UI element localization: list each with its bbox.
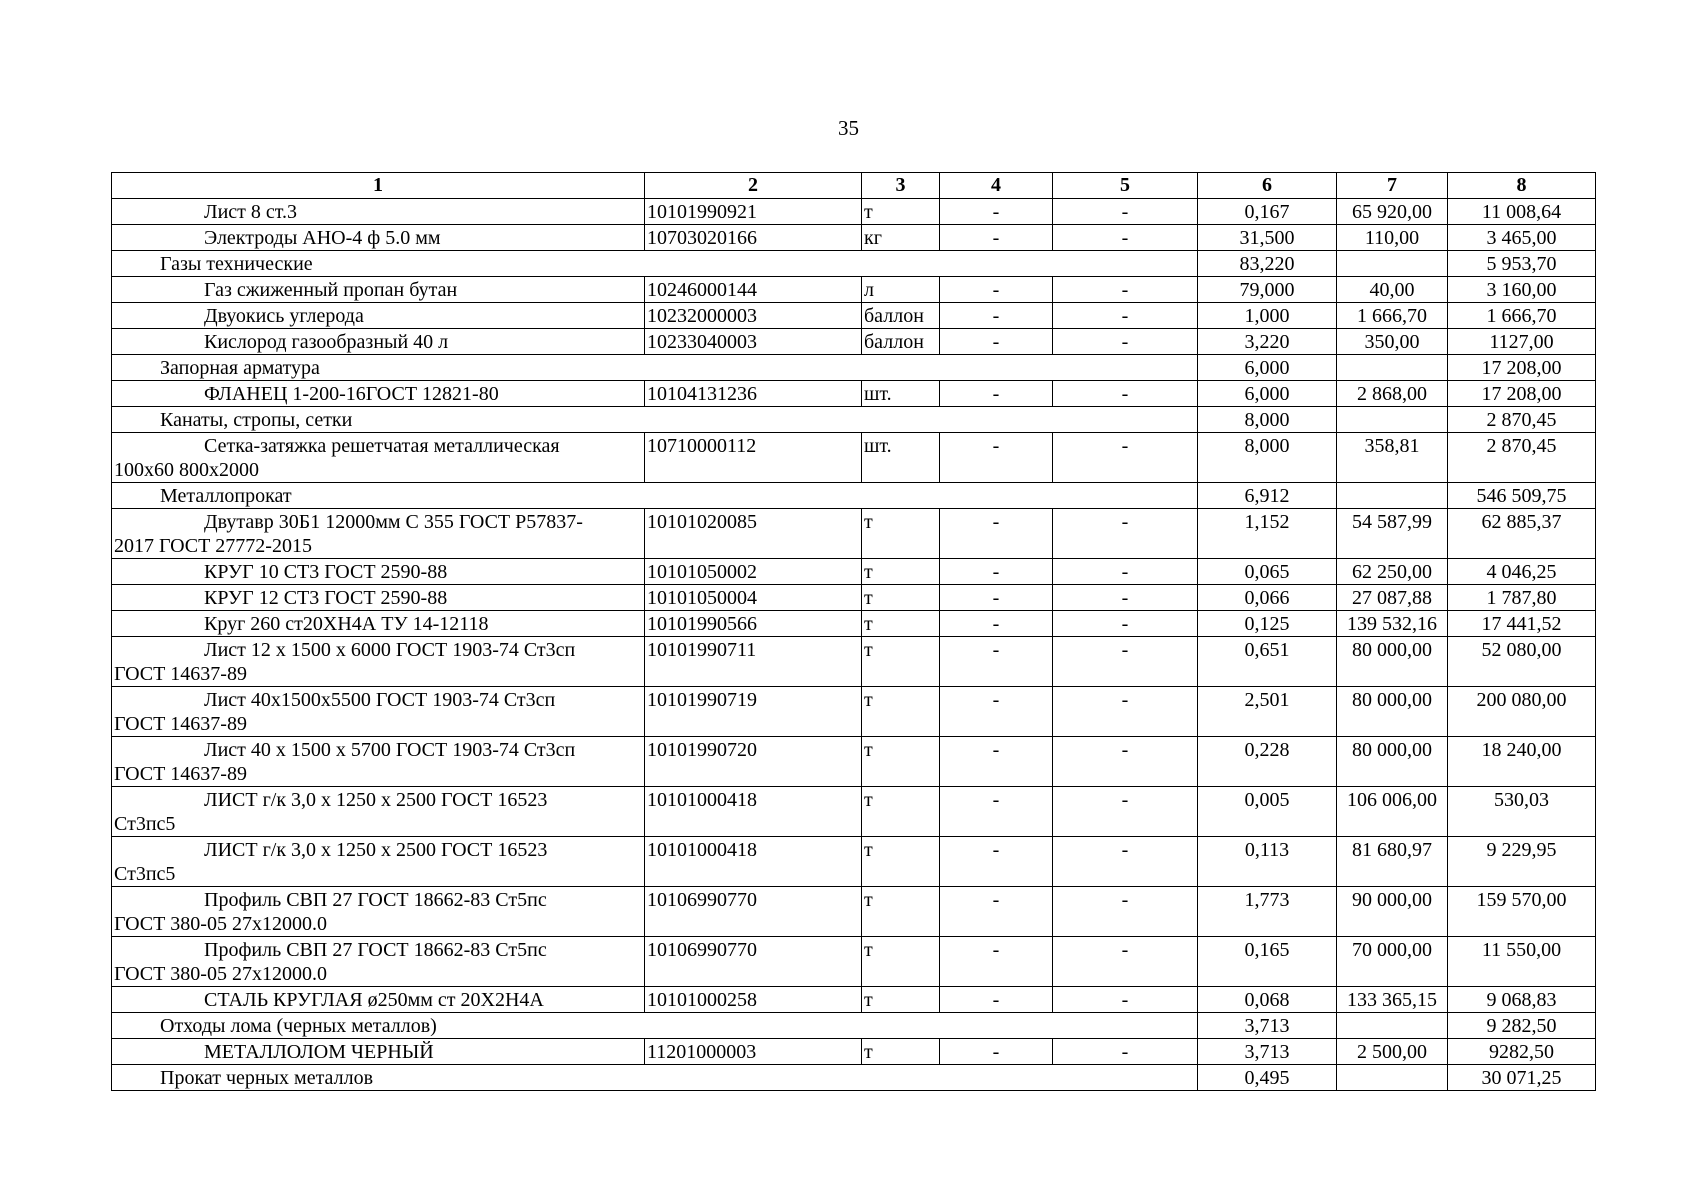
unit-cell: т <box>862 787 940 837</box>
item-name: Лист 8 ст.3 <box>204 201 297 223</box>
table-row <box>112 737 1596 787</box>
col4-cell: - <box>940 585 1053 611</box>
col5-cell: - <box>1053 433 1198 483</box>
unit-cell: баллон <box>862 303 940 329</box>
item-name-continuation: 2017 ГОСТ 27772-2015 <box>114 535 312 557</box>
col5-cell: - <box>1053 987 1198 1013</box>
total-cell: 1 666,70 <box>1448 303 1596 329</box>
col4-cell: - <box>940 433 1053 483</box>
code-cell: 10101050002 <box>645 559 862 585</box>
qty-cell: 8,000 <box>1198 407 1337 433</box>
item-name: Кислород газообразный 40 л <box>204 331 449 353</box>
qty-cell: 3,220 <box>1198 329 1337 355</box>
price-cell <box>1337 483 1448 509</box>
qty-cell: 79,000 <box>1198 277 1337 303</box>
category-row <box>112 355 1596 381</box>
code-cell: 10101000418 <box>645 837 862 887</box>
col4-cell: - <box>940 381 1053 407</box>
item-name: ЛИСТ г/к 3,0 х 1250 х 2500 ГОСТ 16523 <box>204 839 548 861</box>
item-name: Профиль СВП 27 ГОСТ 18662-83 Ст5пс <box>204 889 547 911</box>
qty-cell: 3,713 <box>1198 1039 1337 1065</box>
item-name: КРУГ 12 СТ3 ГОСТ 2590-88 <box>204 587 448 609</box>
item-name: Газ сжиженный пропан бутан <box>204 279 458 301</box>
unit-cell: т <box>862 585 940 611</box>
price-cell: 350,00 <box>1337 329 1448 355</box>
table-row <box>112 887 1596 937</box>
header-cell: 1 <box>112 173 645 199</box>
price-cell: 80 000,00 <box>1337 637 1448 687</box>
total-cell: 3 160,00 <box>1448 277 1596 303</box>
category-name: Запорная арматура <box>160 357 320 379</box>
table-row <box>112 277 1596 303</box>
code-cell: 10101020085 <box>645 509 862 559</box>
table-row <box>112 381 1596 407</box>
item-name-cell <box>112 433 645 483</box>
category-name-cell <box>112 355 1198 381</box>
price-cell <box>1337 355 1448 381</box>
unit-cell: т <box>862 1039 940 1065</box>
item-name: КРУГ 10 СТ3 ГОСТ 2590-88 <box>204 561 448 583</box>
header-cell: 7 <box>1337 173 1448 199</box>
item-name-cell <box>112 637 645 687</box>
price-cell: 65 920,00 <box>1337 199 1448 225</box>
code-cell: 10101990711 <box>645 637 862 687</box>
price-cell: 27 087,88 <box>1337 585 1448 611</box>
unit-cell: т <box>862 611 940 637</box>
total-cell: 11 008,64 <box>1448 199 1596 225</box>
col5-cell: - <box>1053 225 1198 251</box>
item-name: СТАЛЬ КРУГЛАЯ ø250мм ст 20Х2Н4А <box>204 989 544 1011</box>
code-cell: 10710000112 <box>645 433 862 483</box>
col5-cell: - <box>1053 1039 1198 1065</box>
code-cell: 11201000003 <box>645 1039 862 1065</box>
col4-cell: - <box>940 737 1053 787</box>
category-name-cell <box>112 1013 1198 1039</box>
price-cell: 54 587,99 <box>1337 509 1448 559</box>
col5-cell: - <box>1053 559 1198 585</box>
qty-cell: 6,000 <box>1198 381 1337 407</box>
item-name: Сетка-затяжка решетчатая металлическая <box>204 435 560 457</box>
total-cell: 159 570,00 <box>1448 887 1596 937</box>
item-name: Двуокись углерода <box>204 305 364 327</box>
unit-cell: т <box>862 737 940 787</box>
item-name-cell <box>112 559 645 585</box>
table-row <box>112 987 1596 1013</box>
item-name-cell <box>112 737 645 787</box>
header-row <box>112 173 1596 199</box>
total-cell: 200 080,00 <box>1448 687 1596 737</box>
total-cell: 17 441,52 <box>1448 611 1596 637</box>
total-cell: 4 046,25 <box>1448 559 1596 585</box>
header-cell: 5 <box>1053 173 1198 199</box>
total-cell: 2 870,45 <box>1448 433 1596 483</box>
unit-cell: т <box>862 937 940 987</box>
category-name-cell <box>112 251 1198 277</box>
code-cell: 10106990770 <box>645 887 862 937</box>
unit-cell: шт. <box>862 381 940 407</box>
code-cell: 10101990566 <box>645 611 862 637</box>
col4-cell: - <box>940 787 1053 837</box>
header-cell: 8 <box>1448 173 1596 199</box>
code-cell: 10703020166 <box>645 225 862 251</box>
qty-cell: 0,066 <box>1198 585 1337 611</box>
qty-cell: 0,165 <box>1198 937 1337 987</box>
qty-cell: 3,713 <box>1198 1013 1337 1039</box>
code-cell: 10106990770 <box>645 937 862 987</box>
item-name: ЛИСТ г/к 3,0 х 1250 х 2500 ГОСТ 16523 <box>204 789 548 811</box>
category-row <box>112 251 1596 277</box>
code-cell: 10104131236 <box>645 381 862 407</box>
category-name: Прокат черных металлов <box>160 1067 374 1089</box>
total-cell: 530,03 <box>1448 787 1596 837</box>
item-name-continuation: Ст3пс5 <box>114 813 176 835</box>
col4-cell: - <box>940 611 1053 637</box>
code-cell: 10233040003 <box>645 329 862 355</box>
table-row <box>112 637 1596 687</box>
item-name: Профиль СВП 27 ГОСТ 18662-83 Ст5пс <box>204 939 547 961</box>
col4-cell: - <box>940 987 1053 1013</box>
col5-cell: - <box>1053 887 1198 937</box>
col5-cell: - <box>1053 737 1198 787</box>
unit-cell: баллон <box>862 329 940 355</box>
page-number: 35 <box>838 116 859 140</box>
col4-cell: - <box>940 837 1053 887</box>
col5-cell: - <box>1053 611 1198 637</box>
item-name-continuation: ГОСТ 14637-89 <box>114 763 247 785</box>
item-name-cell <box>112 509 645 559</box>
col4-cell: - <box>940 329 1053 355</box>
total-cell: 9 229,95 <box>1448 837 1596 887</box>
item-name-continuation: Ст3пс5 <box>114 863 176 885</box>
qty-cell: 0,005 <box>1198 787 1337 837</box>
item-name: ФЛАНЕЦ 1-200-16ГОСТ 12821-80 <box>204 383 499 405</box>
col4-cell: - <box>940 199 1053 225</box>
total-cell: 3 465,00 <box>1448 225 1596 251</box>
qty-cell: 8,000 <box>1198 433 1337 483</box>
item-name-continuation: ГОСТ 380-05 27х12000.0 <box>114 963 327 985</box>
table-row <box>112 837 1596 887</box>
code-cell: 10101050004 <box>645 585 862 611</box>
table-row <box>112 611 1596 637</box>
unit-cell: кг <box>862 225 940 251</box>
price-cell: 62 250,00 <box>1337 559 1448 585</box>
unit-cell: т <box>862 837 940 887</box>
price-cell <box>1337 1065 1448 1091</box>
unit-cell: т <box>862 509 940 559</box>
col5-cell: - <box>1053 937 1198 987</box>
item-name-continuation: 100х60 800х2000 <box>114 459 259 481</box>
total-cell: 17 208,00 <box>1448 355 1596 381</box>
price-cell: 110,00 <box>1337 225 1448 251</box>
qty-cell: 1,152 <box>1198 509 1337 559</box>
col5-cell: - <box>1053 329 1198 355</box>
item-name-cell <box>112 329 645 355</box>
total-cell: 9 282,50 <box>1448 1013 1596 1039</box>
total-cell: 18 240,00 <box>1448 737 1596 787</box>
col5-cell: - <box>1053 585 1198 611</box>
qty-cell: 0,167 <box>1198 199 1337 225</box>
qty-cell: 0,125 <box>1198 611 1337 637</box>
price-cell <box>1337 1013 1448 1039</box>
unit-cell: т <box>862 637 940 687</box>
item-name-cell <box>112 937 645 987</box>
col4-cell: - <box>940 687 1053 737</box>
price-cell: 133 365,15 <box>1337 987 1448 1013</box>
unit-cell: т <box>862 559 940 585</box>
col5-cell: - <box>1053 637 1198 687</box>
item-name-cell <box>112 687 645 737</box>
item-name-cell <box>112 611 645 637</box>
table-row <box>112 1039 1596 1065</box>
item-name-cell <box>112 1039 645 1065</box>
qty-cell: 1,773 <box>1198 887 1337 937</box>
price-cell: 358,81 <box>1337 433 1448 483</box>
item-name-cell <box>112 987 645 1013</box>
price-cell: 40,00 <box>1337 277 1448 303</box>
total-cell: 62 885,37 <box>1448 509 1596 559</box>
header-cell: 6 <box>1198 173 1337 199</box>
category-name: Отходы лома (черных металлов) <box>160 1015 437 1037</box>
table-row <box>112 225 1596 251</box>
item-name: Лист 40 х 1500 х 5700 ГОСТ 1903-74 Ст3сп <box>204 739 576 761</box>
col5-cell: - <box>1053 837 1198 887</box>
item-name-cell <box>112 303 645 329</box>
item-name: Электроды АНО-4 ф 5.0 мм <box>204 227 441 249</box>
table-row <box>112 509 1596 559</box>
qty-cell: 0,065 <box>1198 559 1337 585</box>
col4-cell: - <box>940 637 1053 687</box>
col4-cell: - <box>940 937 1053 987</box>
col5-cell: - <box>1053 199 1198 225</box>
category-name-cell <box>112 407 1198 433</box>
item-name-cell <box>112 225 645 251</box>
item-name-continuation: ГОСТ 380-05 27х12000.0 <box>114 913 327 935</box>
item-name-cell <box>112 199 645 225</box>
col4-cell: - <box>940 303 1053 329</box>
category-row <box>112 407 1596 433</box>
col4-cell: - <box>940 509 1053 559</box>
price-cell: 90 000,00 <box>1337 887 1448 937</box>
table-row <box>112 199 1596 225</box>
unit-cell: т <box>862 887 940 937</box>
item-name: Лист 40х1500х5500 ГОСТ 1903-74 Ст3сп <box>204 689 556 711</box>
table-row <box>112 433 1596 483</box>
materials-table <box>111 172 1596 1091</box>
total-cell: 9 068,83 <box>1448 987 1596 1013</box>
total-cell: 9282,50 <box>1448 1039 1596 1065</box>
qty-cell: 31,500 <box>1198 225 1337 251</box>
qty-cell: 0,495 <box>1198 1065 1337 1091</box>
category-row <box>112 1065 1596 1091</box>
price-cell: 2 868,00 <box>1337 381 1448 407</box>
qty-cell: 0,113 <box>1198 837 1337 887</box>
code-cell: 10101990720 <box>645 737 862 787</box>
price-cell: 80 000,00 <box>1337 687 1448 737</box>
table-row <box>112 559 1596 585</box>
col5-cell: - <box>1053 509 1198 559</box>
qty-cell: 0,068 <box>1198 987 1337 1013</box>
category-name: Газы технические <box>160 253 313 275</box>
total-cell: 52 080,00 <box>1448 637 1596 687</box>
total-cell: 11 550,00 <box>1448 937 1596 987</box>
item-name: МЕТАЛЛОЛОМ ЧЕРНЫЙ <box>204 1041 434 1063</box>
item-name-cell <box>112 381 645 407</box>
item-name-cell <box>112 585 645 611</box>
price-cell: 139 532,16 <box>1337 611 1448 637</box>
col5-cell: - <box>1053 303 1198 329</box>
col4-cell: - <box>940 277 1053 303</box>
header-cell: 2 <box>645 173 862 199</box>
item-name: Круг 260 ст20ХН4А ТУ 14-12118 <box>204 613 489 635</box>
category-row <box>112 1013 1596 1039</box>
item-name: Двутавр 30Б1 12000мм С 355 ГОСТ Р57837- <box>204 511 583 533</box>
price-cell: 80 000,00 <box>1337 737 1448 787</box>
price-cell: 81 680,97 <box>1337 837 1448 887</box>
qty-cell: 6,000 <box>1198 355 1337 381</box>
code-cell: 10246000144 <box>645 277 862 303</box>
total-cell: 5 953,70 <box>1448 251 1596 277</box>
code-cell: 10101990921 <box>645 199 862 225</box>
unit-cell: т <box>862 199 940 225</box>
table-row <box>112 787 1596 837</box>
item-name-continuation: ГОСТ 14637-89 <box>114 713 247 735</box>
qty-cell: 0,228 <box>1198 737 1337 787</box>
total-cell: 546 509,75 <box>1448 483 1596 509</box>
total-cell: 17 208,00 <box>1448 381 1596 407</box>
unit-cell: т <box>862 687 940 737</box>
table-body <box>112 199 1596 1091</box>
code-cell: 10101990719 <box>645 687 862 737</box>
header-cell: 4 <box>940 173 1053 199</box>
col4-cell: - <box>940 225 1053 251</box>
qty-cell: 6,912 <box>1198 483 1337 509</box>
category-name: Металлопрокат <box>160 485 292 507</box>
col5-cell: - <box>1053 381 1198 407</box>
item-name: Лист 12 х 1500 х 6000 ГОСТ 1903-74 Ст3сп <box>204 639 576 661</box>
category-row <box>112 483 1596 509</box>
col4-cell: - <box>940 887 1053 937</box>
table-row <box>112 687 1596 737</box>
price-cell <box>1337 251 1448 277</box>
qty-cell: 83,220 <box>1198 251 1337 277</box>
item-name-cell <box>112 787 645 837</box>
price-cell: 70 000,00 <box>1337 937 1448 987</box>
item-name-cell <box>112 887 645 937</box>
col5-cell: - <box>1053 787 1198 837</box>
item-name-continuation: ГОСТ 14637-89 <box>114 663 247 685</box>
code-cell: 10232000003 <box>645 303 862 329</box>
qty-cell: 1,000 <box>1198 303 1337 329</box>
col4-cell: - <box>940 1039 1053 1065</box>
col4-cell: - <box>940 559 1053 585</box>
category-name-cell <box>112 1065 1198 1091</box>
table-row <box>112 937 1596 987</box>
total-cell: 2 870,45 <box>1448 407 1596 433</box>
col5-cell: - <box>1053 277 1198 303</box>
unit-cell: л <box>862 277 940 303</box>
qty-cell: 2,501 <box>1198 687 1337 737</box>
price-cell: 1 666,70 <box>1337 303 1448 329</box>
price-cell <box>1337 407 1448 433</box>
unit-cell: шт. <box>862 433 940 483</box>
table-row <box>112 585 1596 611</box>
unit-cell: т <box>862 987 940 1013</box>
item-name-cell <box>112 837 645 887</box>
item-name-cell <box>112 277 645 303</box>
price-cell: 2 500,00 <box>1337 1039 1448 1065</box>
category-name: Канаты, стропы, сетки <box>160 409 353 431</box>
qty-cell: 0,651 <box>1198 637 1337 687</box>
col5-cell: - <box>1053 687 1198 737</box>
category-name-cell <box>112 483 1198 509</box>
table-row <box>112 303 1596 329</box>
table-row <box>112 329 1596 355</box>
header-cell: 3 <box>862 173 940 199</box>
code-cell: 10101000258 <box>645 987 862 1013</box>
total-cell: 1127,00 <box>1448 329 1596 355</box>
code-cell: 10101000418 <box>645 787 862 837</box>
price-cell: 106 006,00 <box>1337 787 1448 837</box>
total-cell: 30 071,25 <box>1448 1065 1596 1091</box>
total-cell: 1 787,80 <box>1448 585 1596 611</box>
